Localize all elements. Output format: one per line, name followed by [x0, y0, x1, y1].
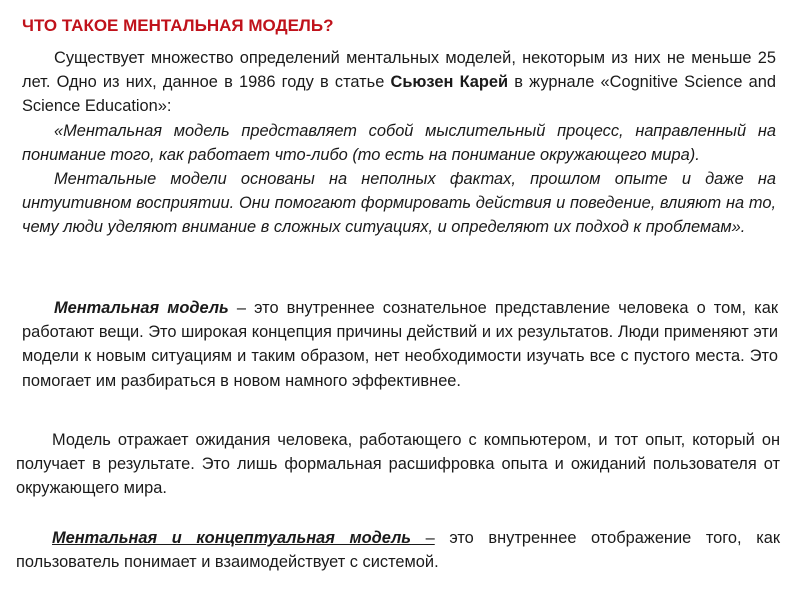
paragraph-conceptual [16, 526, 780, 574]
intro-text: Существует множество определений ментальных моделей, некоторым из них не меньше 25 лет. Одно из них, данное в 1986 году в статье [22, 49, 776, 92]
paragraph-definition [22, 296, 778, 393]
paragraph-quote-2: Ментальные модели основаны на неполных фактах, прошлом опыте и даже на интуитивном восприятии. Они помогают формировать действия и поведение, влияют на то, чему люди уделяют внимание в сложных ситуациях, и определяют их подход к проблемам». [22, 170, 776, 237]
paragraph-quote-1: «Ментальная модель представляет собой мыслительный процесс, направленный на понимание того, как работает что-либо (то есть на понимание окружающего мира). [22, 121, 776, 164]
slide-title: ЧТО ТАКОЕ МЕНТАЛЬНАЯ МОДЕЛЬ? [22, 16, 334, 35]
definition-block [22, 296, 778, 393]
conceptual-text: это внутреннее отображение того, как пользователь понимает и взаимодействует с системой. [16, 529, 781, 572]
author-name: Сьюзен Карей [390, 73, 509, 92]
term-mental-model: Ментальная модель [54, 299, 229, 317]
definition-text: – это внутреннее сознательное представление человека о том, как работают вещи. Это широкая концепция причины действий и их результатов. Люди применяют эти модели к новым ситуациям и таким образом, нет необходимости изучать все с пустого места. Это помогает им разбираться в новом намного эффективнее. [22, 299, 778, 390]
paragraph-intro [22, 46, 776, 119]
term-dash: – [411, 529, 435, 547]
intro-block [22, 46, 776, 240]
paragraph-expectations: Модель отражает ожидания человека, работающего с компьютером, и тот опыт, который он получает в результате. Это лишь формальная расшифровка опыта и ожиданий пользователя от окружающего мира. [16, 431, 780, 498]
term-conceptual-model: Ментальная и концептуальная модель [52, 529, 412, 547]
conceptual-block [16, 526, 780, 574]
journal-text: в журнале «Cognitive Science and Science Education»: [22, 73, 776, 116]
expectations-block [16, 428, 780, 501]
